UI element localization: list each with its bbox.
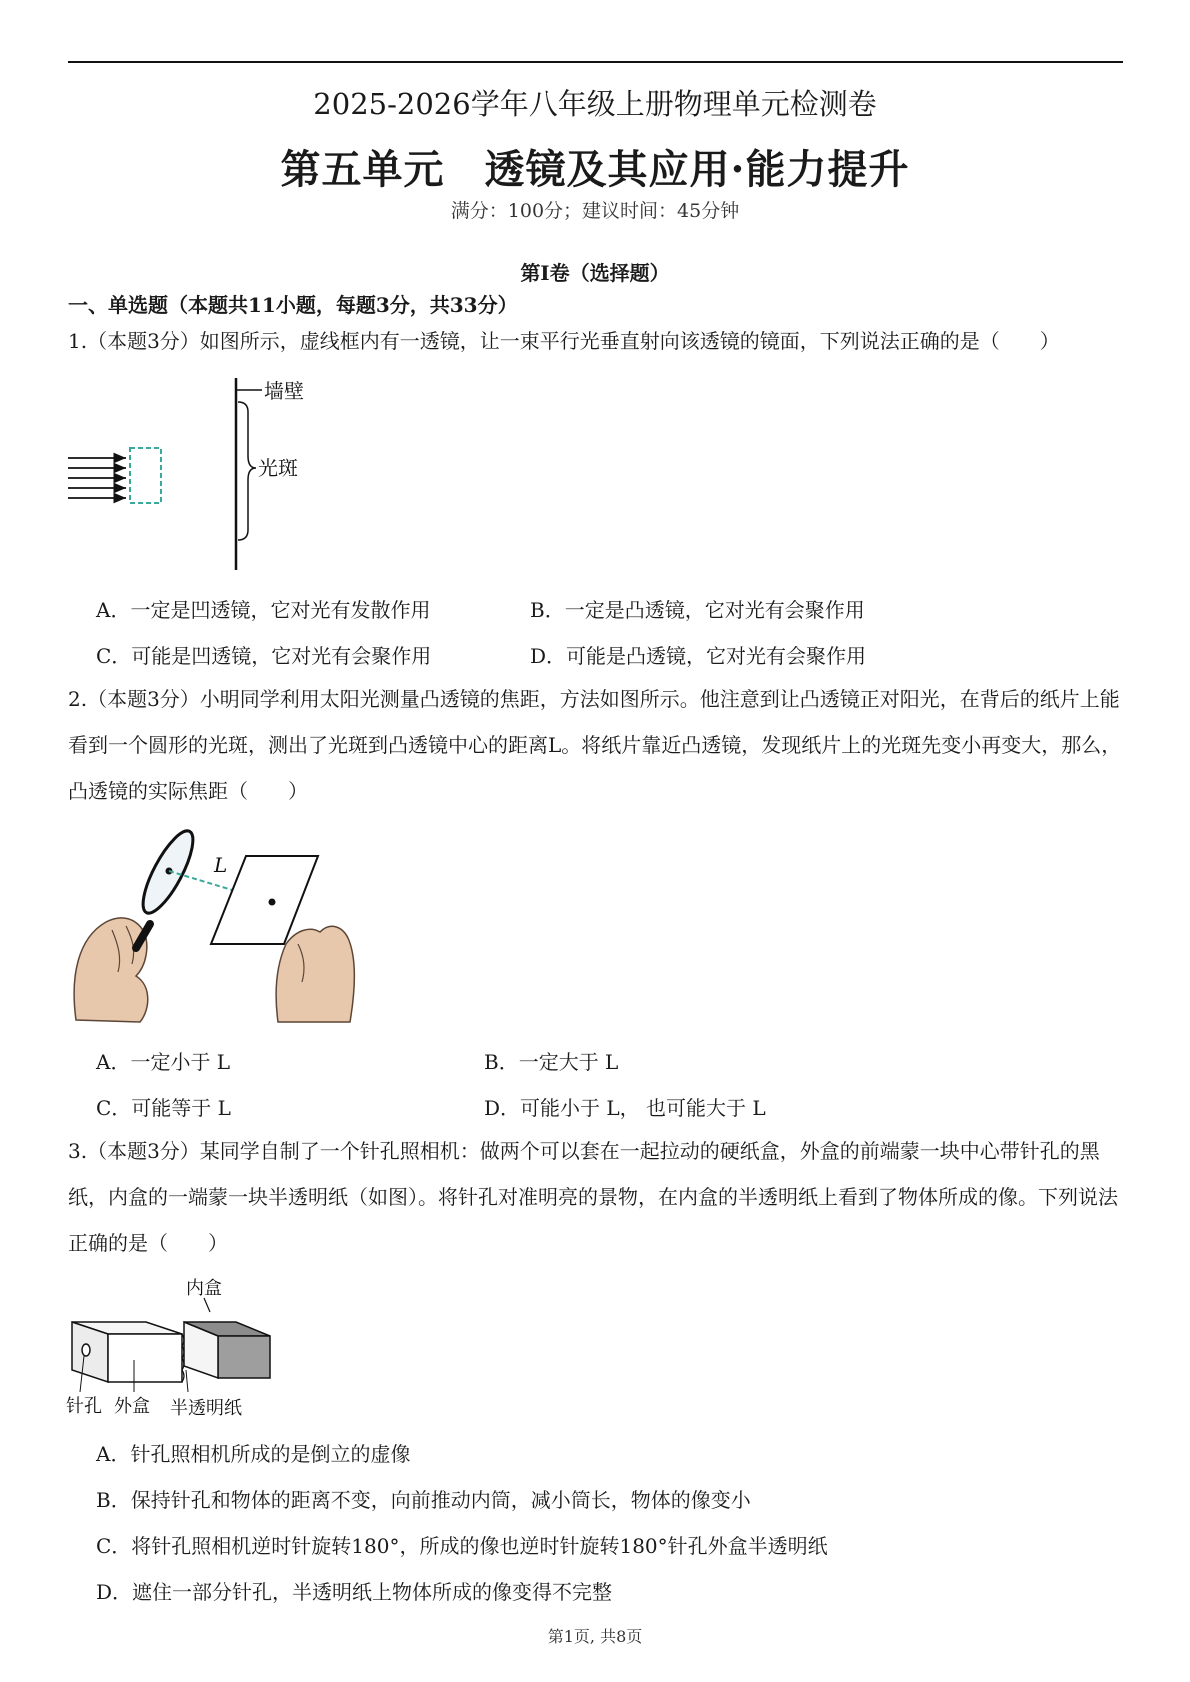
page-footer: 第1页, 共8页	[547, 1627, 643, 1646]
q2-option-d: D．可能小于 L， 也可能大于 L	[484, 1096, 766, 1120]
q1-option-b: B．一定是凸透镜，它对光有会聚作用	[530, 598, 865, 622]
q1-figure	[66, 372, 366, 572]
q1-option-d: D．可能是凸透镜，它对光有会聚作用	[530, 644, 867, 668]
spot-label: 光斑	[258, 456, 298, 480]
outer-box-label: 外盒	[114, 1396, 150, 1417]
paper-label: 半透明纸	[170, 1398, 242, 1419]
q1-option-a: A．一定是凹透镜，它对光有发散作用	[96, 598, 431, 622]
q2-option-a: A．一定小于 L	[96, 1050, 231, 1074]
pinhole	[82, 1344, 90, 1356]
q3-option-b: B．保持针孔和物体的距离不变，向前推动内筒，减小筒长，物体的像变小	[96, 1488, 751, 1512]
top-rule	[68, 61, 1123, 63]
q3-stem: 3.（本题3分）某同学自制了一个针孔照相机：做两个可以套在一起拉动的硬纸盒，外盒的前端蒙一块中心带针孔的黑纸，内盒的一端蒙一块半透明纸（如图）。将针孔对准明亮的景物，在内盒的半透明纸上看到了物体所成的像。下列说法正确的是（ ）	[68, 1139, 1118, 1255]
q1-option-c: C．可能是凹透镜，它对光有会聚作用	[96, 644, 432, 668]
q2-figure	[66, 826, 366, 1026]
spot-brace	[238, 402, 256, 540]
parallel-rays	[68, 458, 126, 498]
inner-box	[184, 1322, 270, 1378]
lens-dashed-box	[130, 448, 161, 503]
unit-number: 第五单元	[280, 146, 445, 193]
inner-box-label: 内盒	[186, 1278, 222, 1299]
wall-label: 墙壁	[264, 379, 304, 403]
distance-label: L	[214, 853, 228, 877]
exam-meta: 满分：100分；建议时间：45分钟	[450, 200, 740, 222]
q2-stem: 2.（本题3分）小明同学利用太阳光测量凸透镜的焦距，方法如图所示。他注意到让凸透镜正对阳光，在背后的纸片上能看到一个圆形的光斑，测出了光斑到凸透镜中心的距离L。将纸片靠近凸透镜，发现纸片上的光斑先变小再变大，那么，凸透镜的实际焦距（ ）	[68, 687, 1122, 803]
unit-title	[0, 138, 1190, 195]
left-hand	[74, 918, 148, 1022]
q3-option-d: D．遮住一部分针孔，半透明纸上物体所成的像变得不完整	[96, 1580, 613, 1604]
light-spot	[269, 899, 276, 906]
q3-option-a: A．针孔照相机所成的是倒立的虚像	[96, 1442, 411, 1466]
q1-stem: 1.（本题3分）如图所示，虚线框内有一透镜，让一束平行光垂直射向该透镜的镜面，下列说法正确的是（ ）	[68, 329, 1060, 353]
q3-option-c: C．将针孔照相机逆时针旋转180°，所成的像也逆时针旋转180°针孔外盒半透明纸	[96, 1534, 828, 1558]
unit-subtitle: 透镜及其应用·能力提升	[484, 146, 910, 193]
q2-option-b: B．一定大于 L	[484, 1050, 619, 1074]
volume-heading: 第Ⅰ卷（选择题）	[520, 261, 670, 285]
q3-figure	[66, 1270, 286, 1420]
section-heading: 一、单选题（本题共11小题，每题3分，共33分）	[68, 293, 518, 317]
right-hand	[276, 926, 354, 1022]
q2-option-c: C．可能等于 L	[96, 1096, 231, 1120]
exam-title: 2025-2026学年八年级上册物理单元检测卷	[313, 87, 877, 121]
pinhole-label: 针孔	[66, 1396, 102, 1417]
